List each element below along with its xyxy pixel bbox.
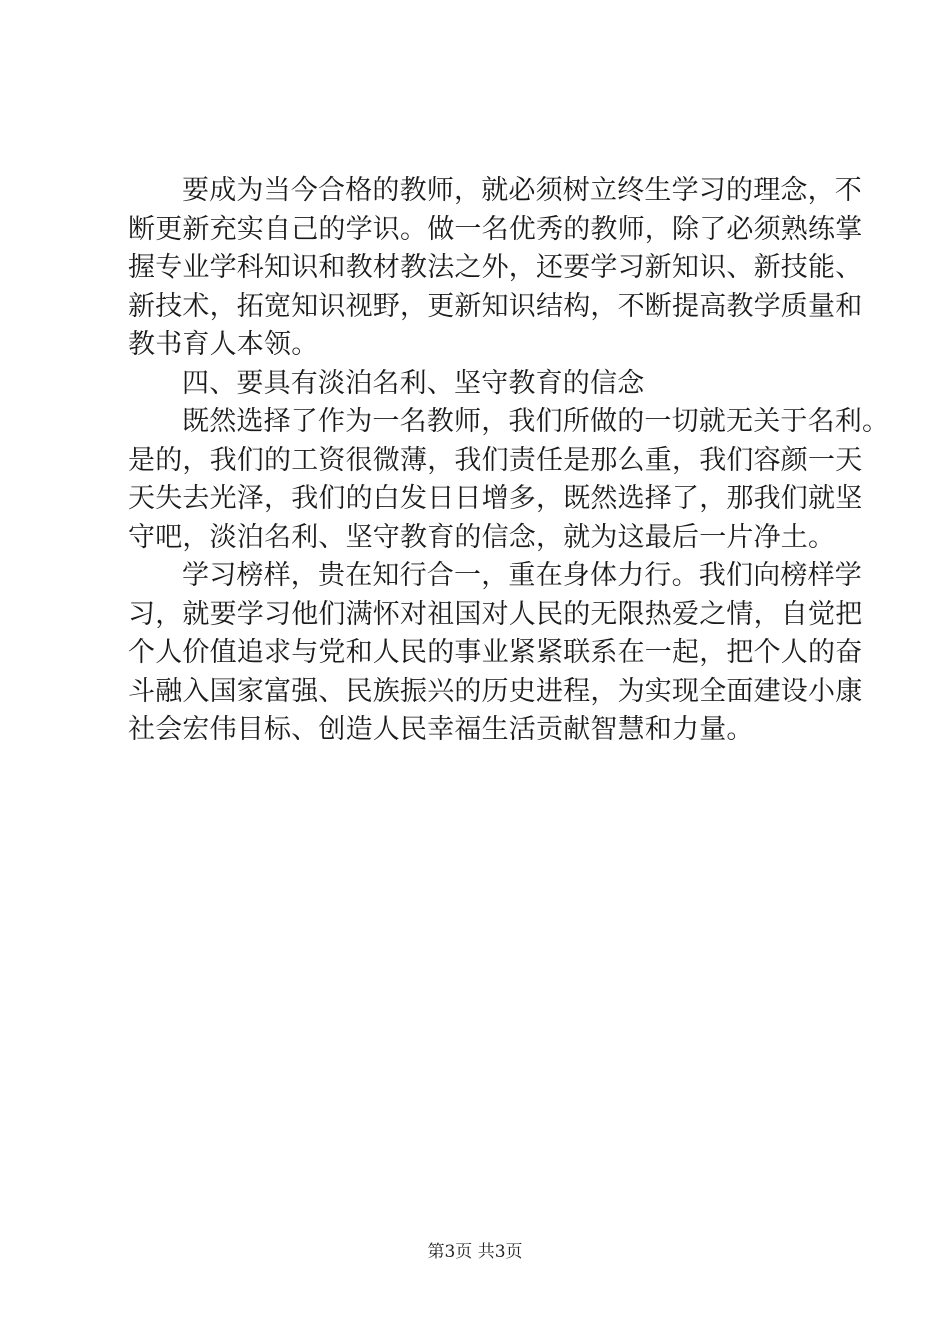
page-number-footer: 第3页 共3页 [427, 1242, 523, 1262]
paragraph-line: 是的，我们的工资很微薄，我们责任是那么重，我们容颜一天 [128, 444, 863, 476]
paragraph-line: 斗融入国家富强、民族振兴的历史进程，为实现全面建设小康 [128, 675, 863, 707]
paragraph-line: 学习榜样，贵在知行合一，重在身体力行。我们向榜样学 [182, 560, 862, 591]
paragraph-line: 新技术，拓宽知识视野，更新知识结构，不断提高教学质量和 [128, 290, 863, 322]
paragraph-line: 社会宏伟目标、创造人民幸福生活贡献智慧和力量。 [128, 714, 754, 745]
paragraph-indifference-to-fame [128, 403, 890, 557]
paragraph-line: 习，就要学习他们满怀对祖国对人民的无限热爱之情，自觉把 [128, 598, 863, 630]
section-heading [128, 365, 848, 404]
section-heading-text: 四、要具有淡泊名利、坚守教育的信念 [182, 367, 645, 399]
paragraph-line: 个人价值追求与党和人民的事业紧紧联系在一起，把个人的奋 [128, 637, 863, 668]
document-body [128, 172, 890, 750]
paragraph-line: 断更新充实自己的学识。做一名优秀的教师，除了必须熟练掌 [128, 213, 863, 245]
paragraph-line: 天失去光泽，我们的白发日日增多，既然选择了，那我们就坚 [128, 483, 863, 514]
paragraph-line: 教书育人本领。 [128, 329, 319, 360]
paragraph-line: 要成为当今合格的教师，就必须树立终生学习的理念，不 [182, 175, 862, 206]
paragraph-learning-from-role-models [128, 557, 863, 750]
paragraph-line: 既然选择了作为一名教师，我们所做的一切就无关于名利。 [182, 406, 890, 437]
paragraph-line: 握专业学科知识和教材教法之外，还要学习新知识、新技能、 [128, 252, 863, 283]
paragraph-lifelong-learning [128, 172, 863, 365]
paragraph-line: 守吧，淡泊名利、坚守教育的信念，就为这最后一片净土。 [128, 521, 836, 553]
